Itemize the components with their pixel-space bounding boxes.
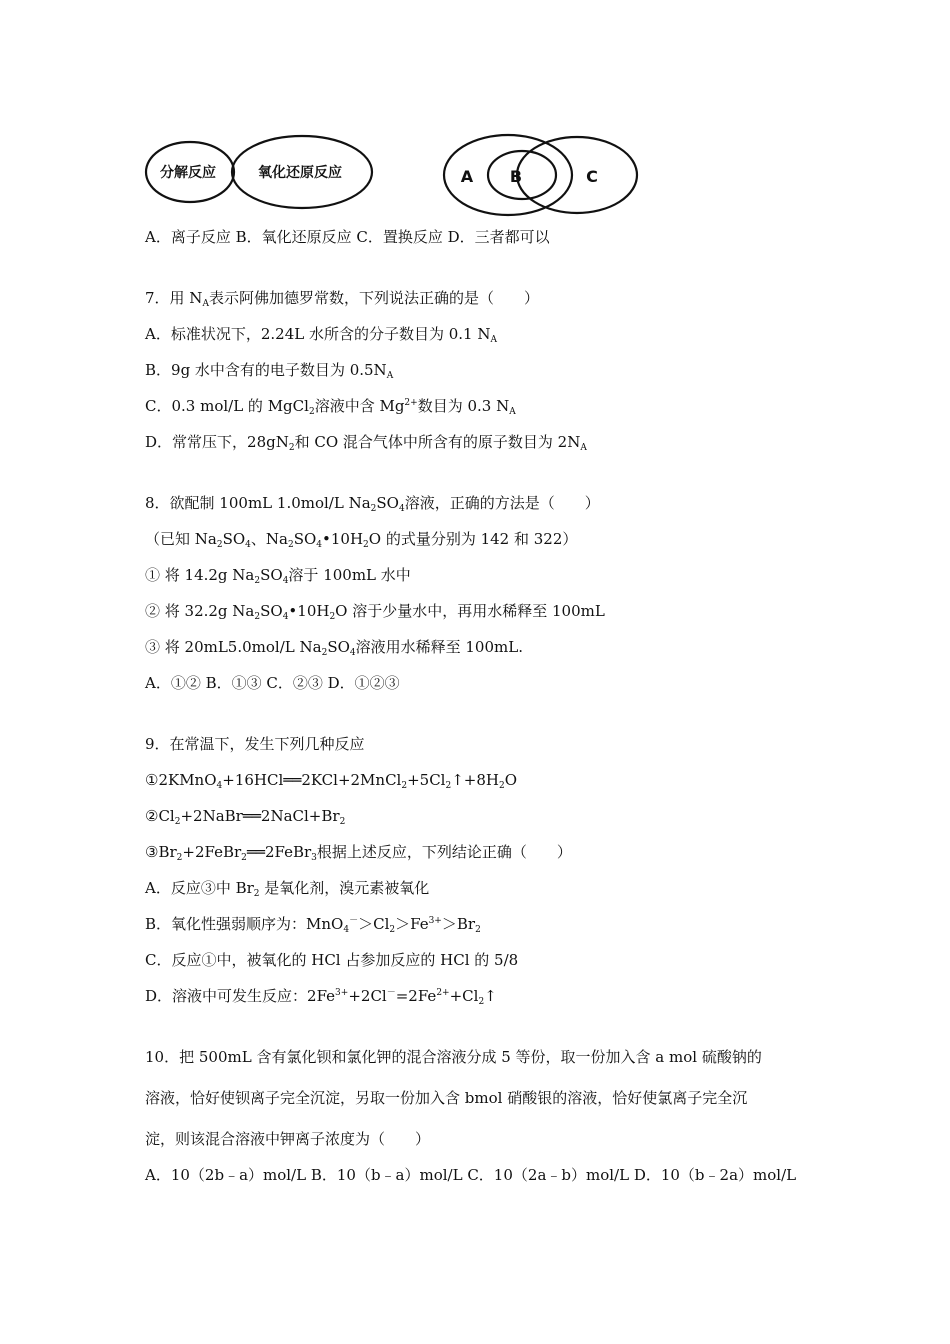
q7-option-c: C．0.3 mol/L 的 MgCl$_2$溶液中含 $Mg^{2+}$数目为 0.3 $N_A$ [145, 397, 516, 417]
label-b: B [509, 167, 523, 186]
q7-option-b: B．9g 水中含有的电子数目为 $0.5N_A$ [145, 361, 394, 381]
q10-line-1: 10．把 500mL 含有氯化钡和氯化钾的混合溶液分成 5 等份，取一份加入含 a mol 硫酸钠的 [145, 1048, 762, 1066]
q9-option-c: C．反应①中，被氧化的 HCl 占参加反应的 HCl 的 5/8 [145, 951, 519, 969]
q9-stem: 9．在常温下，发生下列几种反应 [145, 735, 365, 753]
q9-option-d: D．溶液中可发生反应：$2Fe^{3+}+2Cl^-=2Fe^{2+}+Cl_2↑$ [145, 987, 497, 1007]
q8-item-2: ② 将 32.2g $Na_2SO_4•10H_2O$ 溶于少量水中，再用水稀释至 100mL [145, 602, 605, 622]
q10-options: A．10（2b﹣a）mol/L B．10（b﹣a）mol/L C．10（2a﹣b）mol/L D．10（b﹣2a）mol/L [145, 1166, 797, 1184]
q7-option-a: A．标准状况下，2.24L 水所含的分子数目为 0.1 $N_A$ [145, 325, 497, 345]
circle-c [517, 137, 637, 213]
q8-item-1: ① 将 14.2g $Na_2SO_4$溶于 100mL 水中 [145, 566, 411, 586]
label-a: A [460, 167, 474, 186]
label-decomposition: 分解反应 [160, 165, 216, 181]
q9-reaction-1: $①2KMnO_4+16HCl══2KCl+2MnCl_2+5Cl_2↑+8H_2O$ [145, 771, 518, 791]
label-redox: 氧化还原反应 [258, 165, 342, 181]
q9-reaction-2: $②Cl_2+2NaBr══2NaCl+Br_2$ [145, 807, 346, 827]
q6-options: A．离子反应 B．氧化还原反应 C．置换反应 D．三者都可以 [145, 228, 550, 246]
q9-option-a: A．反应③中 $Br_2$ 是氧化剂，溴元素被氧化 [145, 879, 430, 899]
q8-options: A．①② B．①③ C．②③ D．①②③ [145, 674, 400, 692]
label-c: C [586, 167, 598, 186]
venn-diagram-reaction-types [140, 130, 380, 220]
q9-option-b: B．氧化性强弱顺序为：$MnO_4^->Cl_2>Fe^{3+}>Br_2$ [145, 915, 481, 935]
q8-item-3: ③ 将 20mL5.0mol/L $Na_2SO_4$溶液用水稀释至 100mL. [145, 638, 523, 658]
q10-line-2: 溶液，恰好使钡离子完全沉淀，另取一份加入含 bmol 硝酸银的溶液，恰好使氯离子完全沉 [145, 1089, 748, 1107]
q8-note: （已知 $Na_2SO_4$、$Na_2SO_4•10H_2O$ 的式量分别为 142 和 322） [145, 530, 578, 550]
q7-stem: 7．用 $N_A$表示阿佛加德罗常数，下列说法正确的是（ ） [145, 289, 539, 309]
q10-line-3: 淀，则该混合溶液中钾离子浓度为（ ） [145, 1130, 431, 1148]
venn-diagram-abc [440, 118, 645, 218]
q8-stem: 8．欲配制 100mL 1.0mol/L $Na_2SO_4$溶液，正确的方法是（ ） [145, 494, 600, 514]
q7-option-d: D．常常压下，$28gN_2$和 CO 混合气体中所含有的原子数目为 $2N_A$ [145, 433, 587, 453]
q9-reaction-3: $③Br_2+2FeBr_2══2FeBr_3$根据上述反应，下列结论正确（ ） [145, 843, 572, 863]
